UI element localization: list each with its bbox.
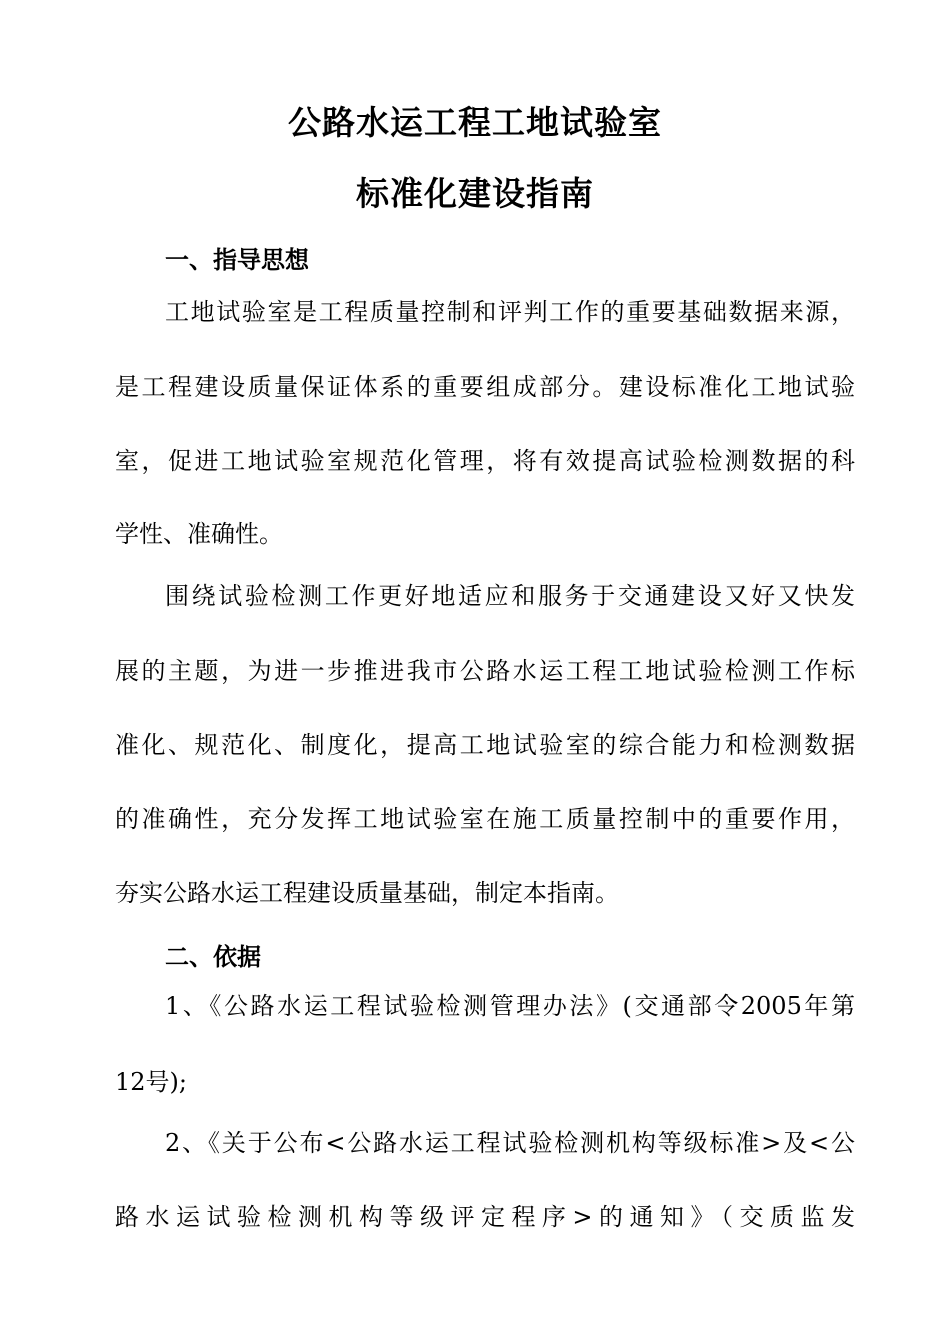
document-title: 公路水运工程工地试验室: [288, 103, 662, 142]
paragraph-line: 展的主题，为进一步推进我市公路水运工程工地试验检测工作标: [115, 657, 855, 685]
section-heading-basis: 二、依据: [165, 943, 261, 971]
document-subtitle: 标准化建设指南: [356, 174, 594, 213]
paragraph-line: 准化、规范化、制度化，提高工地试验室的综合能力和检测数据: [115, 731, 855, 759]
paragraph-line: 是工程建设质量保证体系的重要组成部分。建设标准化工地试验: [115, 373, 855, 401]
paragraph-line: 围绕试验检测工作更好地适应和服务于交通建设又好又快发: [165, 582, 855, 610]
paragraph-line: 夯实公路水运工程建设质量基础，制定本指南。: [115, 879, 619, 907]
paragraph-line: 的准确性，充分发挥工地试验室在施工质量控制中的重要作用，: [115, 805, 855, 833]
paragraph-line: 12号);: [115, 1068, 187, 1096]
paragraph-line: 1、《公路水运工程试验检测管理办法》(交通部令2005年第: [165, 992, 855, 1020]
paragraph-line: 学性、准确性。: [115, 520, 283, 548]
paragraph-line: 路水运试验检测机构等级评定程序>的通知》（交质监发: [115, 1203, 855, 1231]
section-heading-guiding-ideology: 一、指导思想: [165, 246, 309, 274]
paragraph-line: 2、《关于公布<公路水运工程试验检测机构等级标准>及<公: [165, 1129, 855, 1157]
paragraph-line: 工地试验室是工程质量控制和评判工作的重要基础数据来源，: [165, 298, 855, 326]
paragraph-line: 室，促进工地试验室规范化管理，将有效提高试验检测数据的科: [115, 447, 855, 475]
